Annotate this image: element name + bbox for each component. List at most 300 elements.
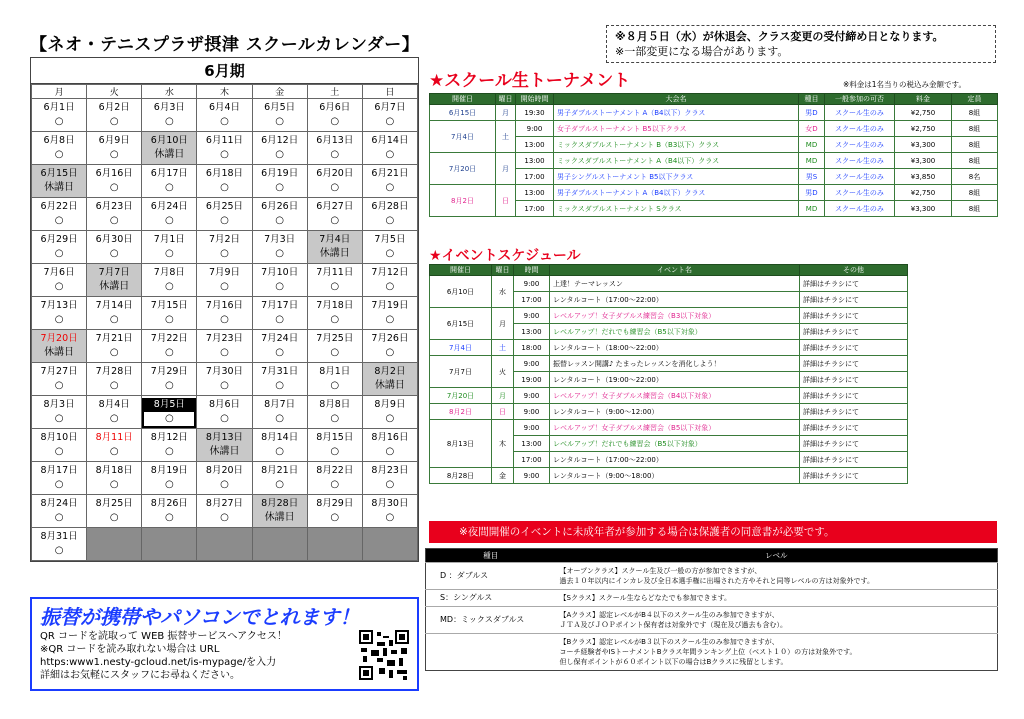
calendar-day[interactable] [142,363,197,396]
calendar-day[interactable] [32,99,87,132]
tournament-time: 9:00 [516,121,554,137]
calendar-day[interactable] [142,396,197,429]
tournament-kind: MD [799,153,825,169]
event-row [430,388,908,404]
calendar-day[interactable] [87,264,142,297]
tournament-fee: ¥2,750 [895,121,952,137]
calendar-day[interactable] [87,99,142,132]
lesson-mark: ○ [220,248,229,259]
lesson-mark: ○ [54,545,64,556]
tournament-date: 6月15日 [430,105,496,121]
page-title: 【ネオ・テニスプラザ摂津 スクールカレンダー】 [30,35,420,55]
calendar-day[interactable] [362,363,417,396]
lesson-mark: ○ [109,248,119,259]
tournament-kind: 男D [799,185,825,201]
closed-label: 休講日 [319,248,350,259]
lesson-mark: ○ [164,182,174,193]
calendar-day[interactable] [362,99,417,132]
calendar-date: 6月8日 [43,135,75,146]
calendar-week [32,165,418,198]
closed-label: 休講日 [44,347,75,358]
lesson-mark: ○ [54,380,64,391]
calendar-day[interactable] [307,165,362,198]
calendar-day[interactable] [32,231,87,264]
event-time: 9:00 [514,388,550,404]
level-kind: D ：ダブルス [426,563,556,590]
calendar-day[interactable] [142,165,197,198]
lesson-mark: ○ [164,281,174,292]
lesson-mark: ○ [385,446,395,457]
transfer-url[interactable]: https:www1.nesty-gcloud.net/is-mypage/を入力 [40,657,277,668]
calendar-date: 7月2日 [208,234,241,245]
lesson-mark: ○ [54,215,64,226]
lesson-mark: ○ [330,182,340,193]
calendar-day[interactable] [87,231,142,264]
calendar-date: 8月24日 [40,498,78,509]
calendar-date: 8月28日 [261,498,299,509]
lesson-mark: ○ [220,281,229,292]
calendar-date: 8月30日 [371,498,409,509]
lesson-mark: ○ [164,512,174,523]
event-time: 9:00 [514,276,550,292]
lesson-mark: ○ [275,149,284,160]
calendar-day[interactable] [197,99,252,132]
calendar-day[interactable] [197,198,252,231]
calendar-day[interactable] [32,495,87,528]
event-other: 詳細はチラシにて [800,404,908,420]
calendar-day[interactable] [142,198,197,231]
calendar-date: 8月15日 [316,432,354,443]
school-calendar [30,57,419,562]
calendar-day[interactable] [87,330,142,363]
weekday-header: 金 [252,85,307,99]
lesson-mark: ○ [109,512,119,523]
tournament-open: スクール生のみ [825,153,895,169]
calendar-date: 6月5日 [264,102,296,113]
tournament-weekday: 土 [496,121,516,153]
event-name: レベルアップ！女子ダブルス練習会（B5以下対象） [550,420,800,436]
calendar-day[interactable] [32,396,87,429]
calendar-day[interactable] [307,330,362,363]
event-name: レベルアップ！女子ダブルス練習会（B4以下対象） [550,388,800,404]
lesson-mark: ○ [275,182,284,193]
event-weekday: 月 [492,308,514,340]
calendar-empty-cell [252,528,307,561]
tournament-weekday: 月 [496,105,516,121]
level-kind: MD：ミックスダブルス [426,607,556,634]
calendar-week [32,231,418,264]
tournament-title: ★スクール生トーナメント [429,71,631,91]
level-header-kind: 種目 [426,549,556,563]
calendar-day[interactable] [362,462,417,495]
calendar-day[interactable] [142,264,197,297]
event-time: 9:00 [514,420,550,436]
event-name: レンタルコート（18:00〜22:00） [550,340,800,356]
tournament-kind: 男S [799,169,825,185]
calendar-day[interactable] [87,363,142,396]
calendar-day[interactable] [252,264,307,297]
calendar-day[interactable] [142,462,197,495]
calendar-day[interactable] [252,429,307,462]
calendar-date: 6月24日 [150,201,188,212]
calendar-day[interactable] [32,429,87,462]
calendar-date: 7月11日 [316,267,354,278]
calendar-day[interactable] [32,363,87,396]
calendar-date: 7月22日 [150,333,188,344]
calendar-day[interactable] [142,99,197,132]
calendar-date: 7月10日 [261,267,299,278]
calendar-day[interactable] [362,231,417,264]
calendar-day[interactable] [32,330,87,363]
calendar-day[interactable] [197,396,252,429]
lesson-mark: ○ [385,413,395,424]
calendar-date: 8月10日 [40,432,78,443]
calendar-day[interactable] [252,462,307,495]
lesson-mark: ○ [164,446,174,457]
calendar-day[interactable] [307,264,362,297]
calendar-day[interactable] [362,495,417,528]
calendar-date: 8月27日 [205,498,244,509]
calendar-day[interactable] [252,396,307,429]
lesson-mark: ○ [330,347,340,358]
event-time: 17:00 [514,292,550,308]
calendar-day[interactable] [197,462,252,495]
calendar-day[interactable] [142,132,197,165]
calendar-day[interactable] [87,396,142,429]
calendar-date: 7月27日 [40,366,78,377]
calendar-day[interactable] [197,363,252,396]
event-other: 詳細はチラシにて [800,324,908,340]
calendar-day[interactable] [252,165,307,198]
event-time: 18:00 [514,340,550,356]
lesson-mark: ○ [164,248,174,259]
lesson-mark: ○ [330,116,340,127]
calendar-day[interactable] [307,396,362,429]
calendar-date: 8月9日 [374,399,406,410]
tournament-kind: MD [799,201,825,217]
calendar-day[interactable] [307,429,362,462]
calendar-day[interactable] [252,330,307,363]
event-date: 6月10日 [430,276,492,308]
tournament-date: 7月20日 [430,153,496,185]
event-time: 17:00 [514,452,550,468]
calendar-day[interactable] [197,330,252,363]
calendar-date: 7月24日 [261,333,299,344]
calendar-day[interactable] [307,363,362,396]
lesson-mark: ○ [164,347,174,358]
calendar-day[interactable] [252,363,307,396]
lesson-mark: ○ [54,281,64,292]
calendar-day[interactable] [32,264,87,297]
calendar-date: 7月14日 [95,300,133,311]
calendar-day[interactable] [32,198,87,231]
lesson-mark: ○ [275,215,284,226]
calendar-day[interactable] [87,429,142,462]
calendar-date: 8月18日 [95,465,133,476]
calendar-day[interactable] [362,165,417,198]
calendar-day[interactable] [87,297,142,330]
lesson-mark: ○ [275,248,284,259]
tournament-row [430,105,998,121]
calendar-week [32,297,418,330]
event-other: 詳細はチラシにて [800,452,908,468]
calendar-period: 6月期 [31,58,418,84]
event-name: レンタルコート（9:00〜12:00） [550,404,800,420]
lesson-mark: ○ [330,380,340,391]
tournament-fee: ¥3,300 [895,137,952,153]
event-other: 詳細はチラシにて [800,420,908,436]
calendar-date: 8月7日 [264,399,296,410]
tournament-capacity: 8組 [952,201,998,217]
calendar-day[interactable] [87,462,142,495]
weekday-header: 日 [362,85,417,99]
calendar-day[interactable] [142,231,197,264]
event-date: 7月20日 [430,388,492,404]
event-time: 9:00 [514,308,550,324]
transfer-line-4: 詳細はお気軽にスタッフにお尋ねください。 [40,670,240,681]
calendar-day[interactable] [252,198,307,231]
calendar-week [32,363,418,396]
calendar-date: 6月16日 [95,168,133,179]
event-name: レベルアップ！だれでも練習会（B5以下対象） [550,324,800,340]
tournament-capacity: 8名 [952,169,998,185]
lesson-mark: ○ [54,116,64,127]
lesson-mark: ○ [54,314,64,325]
event-other: 詳細はチラシにて [800,436,908,452]
calendar-date: 8月2日 [374,366,406,377]
calendar-date: 6月1日 [43,102,75,113]
calendar-date: 6月12日 [261,135,299,146]
calendar-date: 6月14日 [371,135,409,146]
lesson-mark: ○ [220,479,229,490]
calendar-day[interactable] [362,132,417,165]
level-kind [426,634,556,671]
tournament-name: 男子ダブルストーナメント A（B4以下）クラス [554,185,799,201]
lesson-mark: ○ [109,314,119,325]
level-row [426,590,998,607]
lesson-mark: ○ [275,116,284,127]
tournament-name: 男子シングルストーナメント B5以下クラス [554,169,799,185]
event-name: レベルアップ！だれでも練習会（B5以下対象） [550,436,800,452]
lesson-mark: ○ [109,149,119,160]
transfer-line-1: QR コードを読取って WEB 振替サービスへアクセス！ [40,631,287,642]
event-header: 時間 [514,265,550,276]
qr-code-icon[interactable] [359,629,409,681]
transfer-line-2: ※QR コードを読み取れない場合は URL [40,644,220,655]
calendar-date: 6月13日 [316,135,354,146]
tournament-kind: MD [799,137,825,153]
calendar-day[interactable] [87,198,142,231]
calendar-day[interactable] [32,132,87,165]
calendar-day[interactable] [142,330,197,363]
calendar-day[interactable] [197,165,252,198]
tournament-open: スクール生のみ [825,169,895,185]
lesson-mark: ○ [275,347,284,358]
tournament-capacity: 8組 [952,137,998,153]
lesson-mark: ○ [220,314,229,325]
calendar-date: 7月9日 [208,267,241,278]
calendar-date: 6月28日 [371,201,409,212]
calendar-date: 7月13日 [40,300,78,311]
calendar-day[interactable] [307,495,362,528]
calendar-date: 6月6日 [319,102,351,113]
closed-label: 休講日 [209,446,240,457]
calendar-date: 7月6日 [43,267,75,278]
calendar-week [32,264,418,297]
calendar-week [32,132,418,165]
calendar-day[interactable] [362,396,417,429]
event-weekday: 火 [492,356,514,388]
calendar-day[interactable] [142,297,197,330]
calendar-day[interactable] [362,198,417,231]
event-date: 7月7日 [430,356,492,388]
notice-deadline: ※８月５日（水）が休退会、クラス変更の受付締め日となります。 [615,30,944,43]
calendar-day[interactable] [142,495,197,528]
calendar-date: 8月20日 [205,465,244,476]
lesson-mark: ○ [220,413,229,424]
minor-consent-warning: ※夜間開催のイベントに未成年者が参加する場合は保護者の同意書が必要です。 [429,521,997,543]
calendar-date: 8月21日 [261,465,299,476]
lesson-mark: ○ [220,380,229,391]
calendar-date: 8月17日 [40,465,78,476]
calendar-date: 8月6日 [208,399,241,410]
event-row [430,276,908,292]
lesson-mark: ○ [330,446,340,457]
calendar-day[interactable] [32,165,87,198]
tournament-header: 開始時間 [516,94,554,105]
tournament-name: 女子ダブルストーナメント B5以下クラス [554,121,799,137]
event-weekday: 金 [492,468,514,484]
calendar-day[interactable] [252,297,307,330]
calendar-day[interactable] [197,297,252,330]
calendar-day[interactable] [252,99,307,132]
lesson-mark: ○ [109,215,119,226]
event-header: 曜日 [492,265,514,276]
calendar-date: 8月4日 [98,399,130,410]
event-name: レンタルコート（17:00〜22:00） [550,452,800,468]
web-transfer-box [30,597,419,691]
lesson-mark: ○ [275,413,284,424]
calendar-day[interactable] [252,495,307,528]
calendar-day[interactable] [197,264,252,297]
calendar-day[interactable] [362,297,417,330]
event-other: 詳細はチラシにて [800,388,908,404]
lesson-mark: ○ [164,215,174,226]
calendar-day[interactable] [252,231,307,264]
event-name: レンタルコート（17:00〜22:00） [550,292,800,308]
lesson-mark: ○ [164,479,174,490]
tournament-header: 一般参加の可否 [825,94,895,105]
lesson-mark: ○ [385,479,395,490]
lesson-mark: ○ [385,512,395,523]
calendar-day[interactable] [307,132,362,165]
event-row [430,340,908,356]
calendar-day[interactable] [32,462,87,495]
lesson-mark: ○ [385,215,395,226]
event-date: 8月2日 [430,404,492,420]
event-weekday: 木 [492,420,514,468]
lesson-mark: ○ [109,182,119,193]
lesson-mark: ○ [109,116,119,127]
calendar-date: 7月31日 [261,366,299,377]
lesson-mark: ○ [54,512,64,523]
calendar-day[interactable] [197,132,252,165]
lesson-mark: ○ [385,314,395,325]
event-time: 9:00 [514,404,550,420]
calendar-day[interactable] [87,495,142,528]
calendar-date: 7月29日 [150,366,188,377]
event-name: レンタルコート（19:00〜22:00） [550,372,800,388]
calendar-date: 8月1日 [319,366,351,377]
lesson-mark: ○ [385,149,395,160]
event-row [430,468,908,484]
calendar-date: 7月8日 [153,267,185,278]
tournament-time: 19:30 [516,105,554,121]
calendar-day[interactable] [87,165,142,198]
calendar-day[interactable] [197,495,252,528]
level-row [426,563,998,590]
calendar-day[interactable] [362,264,417,297]
calendar-day[interactable] [307,231,362,264]
calendar-day[interactable] [197,231,252,264]
calendar-date: 7月21日 [95,333,133,344]
tournament-name: 男子ダブルストーナメント A（B4以下）クラス [554,105,799,121]
calendar-date: 6月26日 [261,201,299,212]
tournament-row [430,201,998,217]
lesson-mark: ○ [54,149,64,160]
calendar-day[interactable] [362,330,417,363]
event-other: 詳細はチラシにて [800,468,908,484]
calendar-week [32,528,418,561]
event-time: 13:00 [514,324,550,340]
lesson-mark: ○ [220,116,229,127]
lesson-mark: ○ [54,413,64,424]
tournament-name: ミックスダブルストーナメント B（B3以下）クラス [554,137,799,153]
calendar-day[interactable] [307,297,362,330]
calendar-date: 7月4日 [319,234,351,245]
lesson-mark: ○ [220,182,229,193]
calendar-day[interactable] [87,132,142,165]
calendar-day[interactable] [307,198,362,231]
calendar-date: 8月29日 [316,498,354,509]
tournament-fee: ¥3,300 [895,153,952,169]
calendar-day[interactable] [362,429,417,462]
tournament-header: 料金 [895,94,952,105]
calendar-day[interactable] [307,99,362,132]
calendar-day[interactable] [252,132,307,165]
calendar-day[interactable] [142,429,197,462]
level-description: 【Sクラス】スクール生ならどなたでも参加できます。 [556,590,998,607]
calendar-date: 7月3日 [264,234,296,245]
calendar-date: 8月12日 [150,432,188,443]
lesson-mark: ○ [330,413,340,424]
event-time: 9:00 [514,356,550,372]
weekday-header: 水 [142,85,197,99]
event-name: 振替レッスン開講♪ たまったレッスンを消化しよう！ [550,356,800,372]
calendar-day[interactable] [197,429,252,462]
calendar-day[interactable] [32,297,87,330]
calendar-date: 8月3日 [43,399,75,410]
tournament-capacity: 8組 [952,105,998,121]
calendar-week [32,495,418,528]
tournament-row [430,169,998,185]
lesson-mark: ○ [54,446,64,457]
calendar-day[interactable] [32,528,87,561]
lesson-mark: ○ [275,281,284,292]
tournament-fee: ¥3,850 [895,169,952,185]
calendar-date: 6月23日 [95,201,133,212]
calendar-day[interactable] [307,462,362,495]
